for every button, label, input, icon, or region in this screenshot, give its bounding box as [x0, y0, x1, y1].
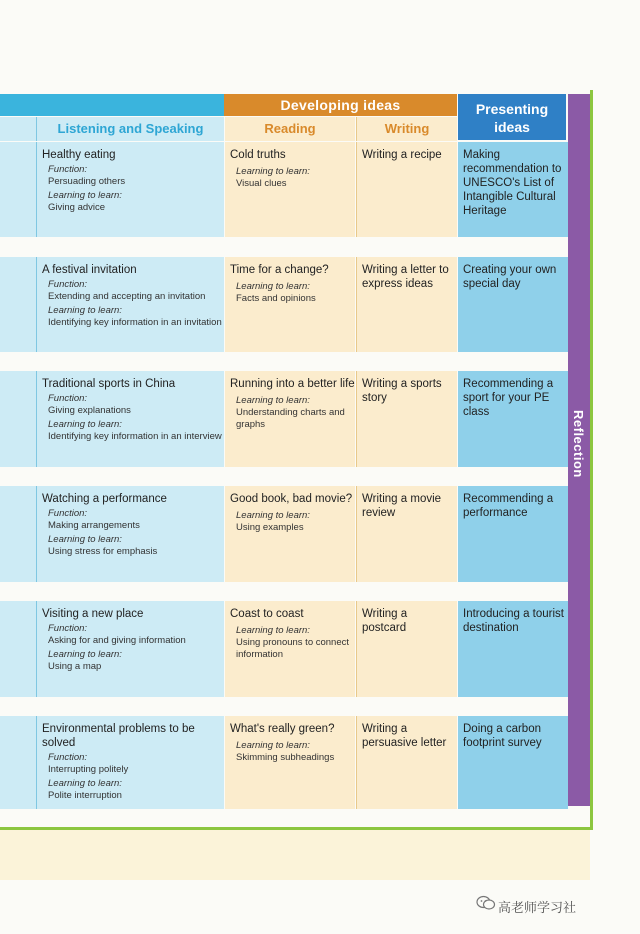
- function-value: Interrupting politely: [48, 764, 129, 775]
- footer-band: [0, 830, 590, 880]
- frame-border-right: [590, 90, 593, 830]
- writing-cell: [356, 257, 457, 352]
- unit-row-3: [0, 371, 568, 467]
- learning-value: Understanding charts and graphs: [236, 407, 345, 430]
- function-value: Asking for and giving information: [48, 635, 186, 646]
- writing-title: Writing a postcard: [362, 608, 408, 634]
- learning-label: Learning to learn:: [236, 625, 310, 636]
- function-value: Extending and accepting an invitation: [48, 291, 206, 302]
- reading-cell: [225, 371, 355, 467]
- presenting-cell: [458, 142, 568, 237]
- presenting-title: Doing a carbon footprint survey: [463, 723, 542, 749]
- reading-title: What's really green?: [230, 723, 335, 735]
- presenting-cell: [458, 601, 568, 697]
- learning-value: Identifying key information in an interview: [48, 431, 222, 442]
- listening-cell: [0, 716, 224, 809]
- learning-label: Learning to learn:: [48, 190, 122, 201]
- listening-title: A festival invitation: [42, 264, 137, 276]
- reading-header: Reading: [225, 117, 355, 141]
- function-label: Function:: [48, 508, 88, 519]
- learning-label: Learning to learn:: [48, 534, 122, 545]
- watermark-text: 高老师学习社: [498, 901, 577, 916]
- learning-label: Learning to learn:: [236, 510, 310, 521]
- listening-title: Watching a performance: [42, 493, 167, 505]
- writing-header: Writing: [356, 117, 457, 141]
- function-value: Persuading others: [48, 176, 126, 187]
- listening-title: Healthy eating: [42, 149, 116, 161]
- unit-row-2: [0, 257, 568, 352]
- reading-cell: [225, 601, 355, 697]
- learning-value: Identifying key information in an invitation: [48, 317, 222, 328]
- listening-title: Traditional sports in China: [42, 378, 176, 390]
- reading-cell: [225, 257, 355, 352]
- wechat-icon: [476, 895, 496, 911]
- reading-cell: [225, 716, 355, 809]
- writing-title: Writing a recipe: [362, 149, 442, 161]
- presenting-cell: [458, 257, 568, 352]
- writing-cell: [356, 716, 457, 809]
- listening-cell: [0, 601, 224, 697]
- learning-value: Using pronouns to connect information: [236, 637, 350, 660]
- learning-label: Learning to learn:: [48, 778, 122, 789]
- listening-title: Environmental problems to be solved: [42, 723, 195, 749]
- writing-title: Writing a movie review: [362, 493, 442, 519]
- header-strip: [0, 94, 224, 116]
- function-label: Function:: [48, 279, 88, 290]
- function-label: Function:: [48, 623, 88, 634]
- reflection-label: Reflection: [571, 410, 586, 478]
- listening-title: Visiting a new place: [42, 608, 144, 620]
- presenting-title: Creating your own special day: [463, 264, 557, 290]
- learning-value: Polite interruption: [48, 790, 122, 801]
- learning-value: Giving advice: [48, 202, 106, 213]
- writing-title: Writing a letter to express ideas: [362, 264, 449, 290]
- function-label: Function:: [48, 164, 88, 175]
- learning-label: Learning to learn:: [236, 281, 310, 292]
- listening-speaking-header: Listening and Speaking: [36, 117, 224, 141]
- unit-row-4: [0, 486, 568, 582]
- function-label: Function:: [48, 752, 88, 763]
- listening-cell: [0, 486, 224, 582]
- listening-cell: [0, 142, 224, 237]
- unit-row-1: [0, 142, 568, 237]
- reading-title: Running into a better life: [230, 378, 355, 390]
- unit-row-6: [0, 716, 568, 809]
- learning-label: Learning to learn:: [236, 395, 310, 406]
- writing-title: Writing a sports story: [362, 378, 442, 404]
- learning-label: Learning to learn:: [236, 166, 310, 177]
- reading-title: Coast to coast: [230, 608, 304, 620]
- learning-value: Using stress for emphasis: [48, 546, 158, 557]
- writing-cell: [356, 142, 457, 237]
- writing-cell: [356, 371, 457, 467]
- function-label: Function:: [48, 393, 88, 404]
- presenting-ideas-header: Presenting ideas: [458, 94, 566, 140]
- writing-title: Writing a persuasive letter: [362, 723, 447, 749]
- listening-cell: [0, 257, 224, 352]
- learning-label: Learning to learn:: [236, 740, 310, 751]
- reading-cell: [225, 486, 355, 582]
- developing-ideas-header: Developing ideas: [224, 94, 457, 116]
- presenting-title: Introducing a tourist destination: [463, 608, 565, 634]
- writing-cell: [356, 601, 457, 697]
- reading-cell: [225, 142, 355, 237]
- presenting-cell: [458, 716, 568, 809]
- learning-value: Facts and opinions: [236, 293, 316, 304]
- reading-title: Good book, bad movie?: [230, 493, 353, 505]
- unit-row-5: [0, 601, 568, 697]
- learning-value: Visual clues: [236, 178, 287, 189]
- presenting-title: Recommending a performance: [463, 493, 554, 519]
- learning-label: Learning to learn:: [48, 649, 122, 660]
- reflection-label-wrap: [568, 380, 590, 520]
- reading-title: Cold truths: [230, 149, 286, 161]
- learning-value: Skimming subheadings: [236, 752, 335, 763]
- reading-title: Time for a change?: [230, 264, 329, 276]
- presenting-title: Making recommendation to UNESCO's List of Intangible Cultural Heritage: [463, 149, 562, 217]
- presenting-cell: [458, 486, 568, 582]
- writing-cell: [356, 486, 457, 582]
- function-value: Giving explanations: [48, 405, 131, 416]
- learning-value: Using a map: [48, 661, 102, 672]
- presenting-title: Recommending a sport for your PE class: [463, 378, 554, 418]
- learning-label: Learning to learn:: [48, 419, 122, 430]
- presenting-cell: [458, 371, 568, 467]
- learning-label: Learning to learn:: [48, 305, 122, 316]
- function-value: Making arrangements: [48, 520, 140, 531]
- listening-cell: [0, 371, 224, 467]
- learning-value: Using examples: [236, 522, 304, 533]
